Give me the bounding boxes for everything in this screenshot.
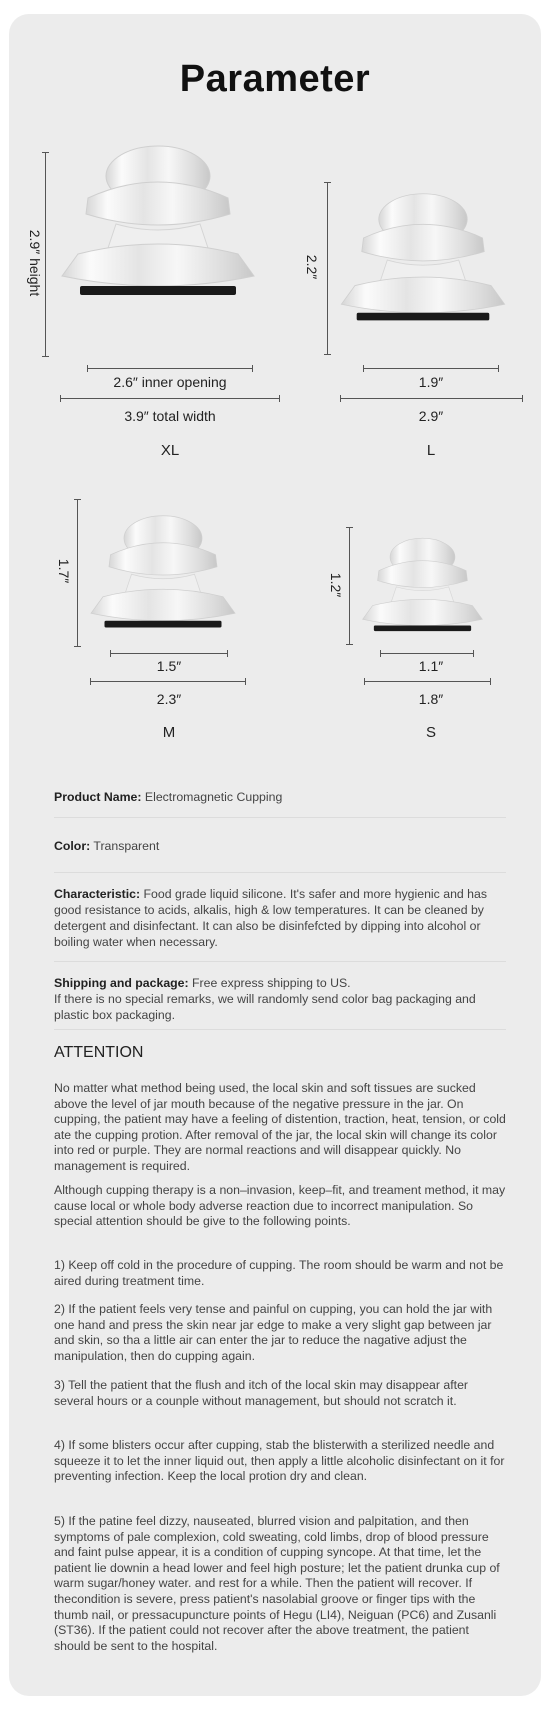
l-inner-line — [363, 368, 499, 369]
attention-intro: No matter what method being used, the local skin and soft tissues are sucked above the level of jar mouth because of the negative pressure in the jar. On cupping, the patient may have a feeling of distention, traction, heat, tension, or cold ate the cupping protion. After removal of the jar, the local skin will change its color into red or purple. They are normal reactions and will disappear quickly. No management is required. — [54, 1081, 506, 1173]
s-inner-label: 1.1″ — [418, 658, 444, 674]
m-size-label: M — [162, 724, 176, 741]
cup-m-image — [88, 508, 238, 636]
shipping-row — [54, 975, 506, 1023]
attention-point-1: 1) Keep off cold in the procedure of cupping. The room should be warm and not be aired during treatment time. — [54, 1258, 504, 1288]
l-total-label: 2.9″ — [418, 408, 444, 424]
product-name-value: Electromagnetic Cupping — [141, 790, 283, 804]
l-total-line — [340, 398, 523, 399]
product-name-row — [54, 789, 506, 805]
s-height-line — [349, 527, 350, 645]
m-total-label: 2.3″ — [156, 691, 182, 707]
xl-total-line — [60, 398, 280, 399]
s-height-label: 1.2″ — [328, 572, 344, 598]
divider — [54, 961, 506, 962]
attention-title: ATTENTION — [54, 1044, 144, 1061]
xl-size-label: XL — [160, 442, 180, 459]
m-height-label: 1.7″ — [56, 558, 72, 584]
cup-xl-image — [58, 136, 258, 306]
l-size-label: L — [426, 442, 436, 459]
l-height-line — [327, 182, 328, 355]
shipping-value: Free express shipping to US. — [188, 976, 351, 990]
s-size-label: S — [425, 724, 436, 741]
color-label: Color: — [54, 839, 91, 853]
xl-total-label: 3.9″ total width — [124, 408, 216, 424]
xl-height-label: 2.9″ height — [27, 229, 43, 297]
attention-intro-2: Although cupping therapy is a non–invasion, keep–fit, and treament method, it may cause local or whole body adverse reaction due to incorrect manipulation. So special attention should be give to the following points. — [54, 1183, 506, 1229]
attention-point-2: 2) If the patient feels very tense and painful on cupping, you can hold the jar with one hand and press the skin near jar edge to make a very slight gap between jar and skin, so tha a little air can enter the jar to reduce the nagative adjust the manipulation, then do cupping again. — [54, 1302, 493, 1363]
m-inner-line — [110, 653, 228, 654]
m-total-line — [90, 681, 246, 682]
shipping-label: Shipping and package: — [54, 976, 189, 990]
characteristic-row — [54, 886, 506, 950]
divider — [54, 872, 506, 873]
xl-inner-line — [87, 368, 253, 369]
product-name-label: Product Name: — [54, 790, 142, 804]
l-inner-label: 1.9″ — [418, 374, 444, 390]
attention-point-3: 3) Tell the patient that the flush and itch of the local skin may disappear after several hours or a counple without management, but should not scratch it. — [54, 1378, 469, 1408]
xl-inner-label: 2.6″ inner opening — [113, 374, 227, 390]
cup-l-image — [338, 185, 508, 330]
m-height-line — [77, 499, 78, 647]
characteristic-value: Food grade liquid silicone. It's safer and more hygienic and has good resistance to acids, alkalis, high & low temperatures. It can be cleaned by detergent and disinfectant. It can also be disinfefcted by dipping into alcohol or boiling water when necessary. — [54, 887, 487, 949]
page-title: Parameter — [179, 58, 371, 100]
shipping-extra: If there is no special remarks, we will randomly send color bag packaging and plastic box packaging. — [54, 992, 476, 1022]
s-inner-line — [380, 653, 474, 654]
cup-s-image — [360, 532, 485, 638]
xl-height-line — [45, 152, 46, 357]
attention-point-5: 5) If the patine feel dizzy, nauseated, blurred vision and palpitation, and then symptoms of pale complexion, cold sweating, cold limbs, drop of blood pressure and faint pulse appear, it is a condition of cupping syncope. At that time, let the patient lie downin a head lower and feel high posture; let the patient drunka cup of warm sugar/honey water. and rest for a while. Then the patient will recover. If thecondition is severe, press patient's nasolabial groove or finger tips with the thumb nail, or pressacupuncture points of Hegu (LI4), Neiguan (PC6) and Zusanli (ST36). If the patient could not recover after the above treatment, the patient should be sent to the hospital. — [54, 1514, 500, 1653]
l-height-label: 2.2″ — [304, 254, 320, 280]
color-value: Transparent — [90, 839, 160, 853]
color-row — [54, 838, 506, 854]
attention-point-4: 4) If some blisters occur after cupping, stab the blisterwith a sterilized needle and squeeze it to let the inner liquid out, then apply a little alcoholic disinfectant on it for preventing infection. Keep the local protion dry and clean. — [54, 1438, 505, 1484]
characteristic-label: Characteristic: — [54, 887, 141, 901]
s-total-line — [364, 681, 491, 682]
divider — [54, 817, 506, 818]
s-total-label: 1.8″ — [418, 691, 444, 707]
divider — [54, 1029, 506, 1030]
m-inner-label: 1.5″ — [156, 658, 182, 674]
